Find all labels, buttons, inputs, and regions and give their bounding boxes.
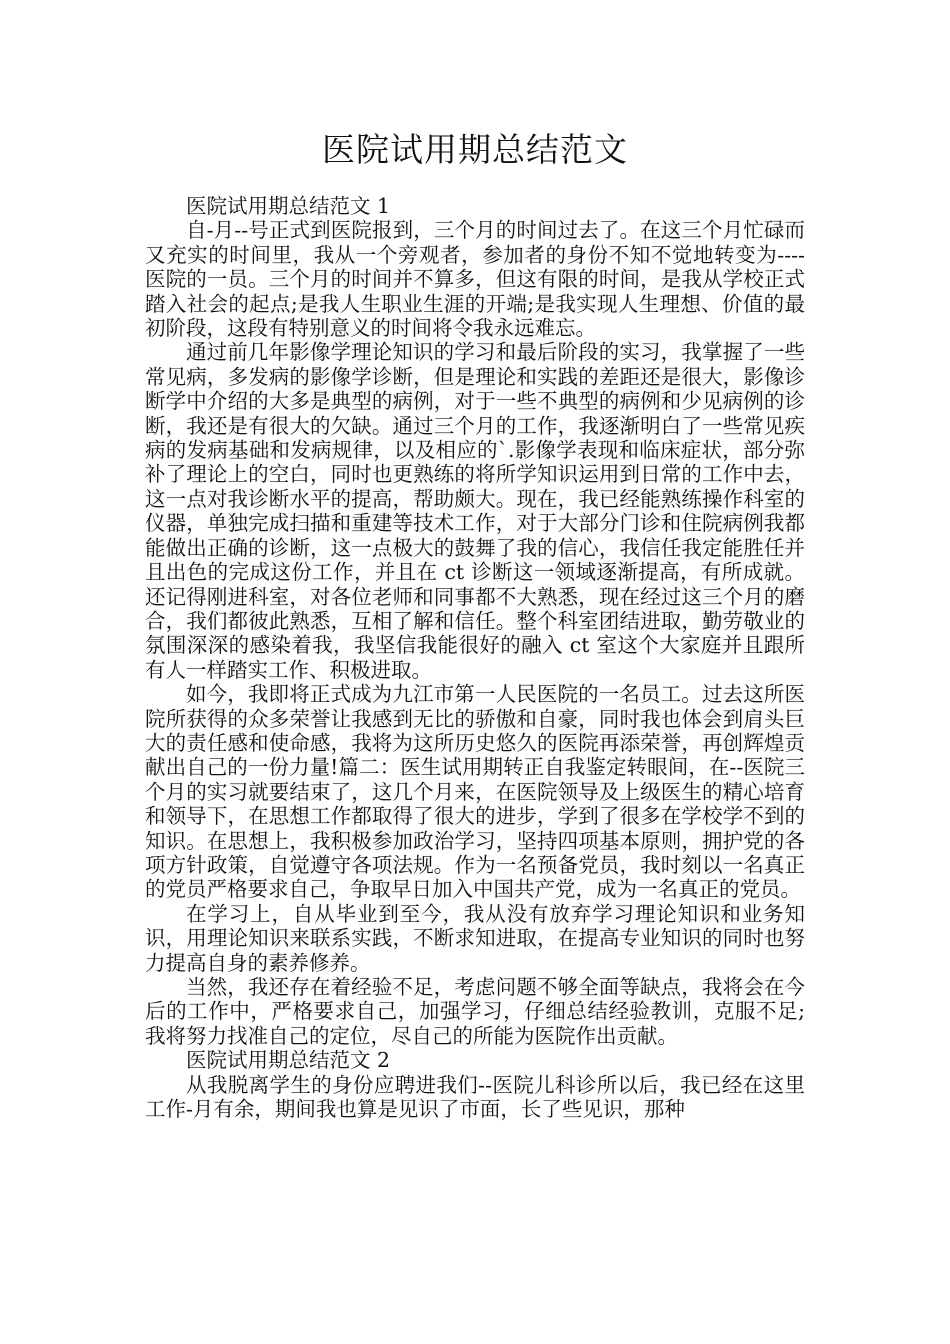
paragraph: 当然，我还存在着经验不足，考虑问题不够全面等缺点，我将会在今后的工作中，严格要求自己，加强学习，仔细总结经验教训，克服不足;我将努力找准自己的定位，尽自己的所能为医院作出贡献。: [145, 975, 805, 1048]
paragraph: 在学习上，自从毕业到至今，我从没有放弃学习理论知识和业务知识，用理论知识来联系实践，不断求知进取，在提高专业知识的同时也努力提高自身的素养修养。: [145, 901, 805, 975]
section-1: [145, 194, 805, 1048]
paragraph: 如今，我即将正式成为九江市第一人民医院的一名员工。过去这所医院所获得的众多荣誉让我感到无比的骄傲和自豪，同时我也体会到肩头巨大的责任感和使命感，我将为这所历史悠久的医院再添荣誉，再创辉煌贡献出自己的一份力量!篇二：医生试用期转正自我鉴定转眼间，在--医院三个月的实习就要结束了，这几个月来，在医院领导及上级医生的精心培育和领导下，在思想工作都取得了很大的进步，学到了很多在学校学不到的知识。在思想上，我积极参加政治学习，坚持四项基本原则，拥护党的各项方针政策，自觉遵守各项法规。作为一名预备党员，我时刻以一名真正的党员严格要求自己，争取早日加入中国共产党，成为一名真正的党员。: [145, 682, 805, 902]
section-2: [145, 1048, 805, 1121]
section-heading: 医院试用期总结范文 2: [186, 1048, 391, 1073]
paragraph: 通过前几年影像学理论知识的学习和最后阶段的实习，我掌握了一些常见病，多发病的影像学诊断，但是理论和实践的差距还是很大，影像诊断学中介绍的大多是典型的病例，对于一些不典型的病例和少见病例的诊断，我还是有很大的欠缺。通过三个月的工作，我逐渐明白了一些常见疾病的发病基础和发病规律，以及相应的`.影像学表现和临床症状，部分弥补了理论上的空白，同时也更熟练的将所学知识运用到日常的工作中去，这一点对我诊断水平的提高，帮助颇大。现在，我已经能熟练操作科室的仪器，单独完成扫描和重建等技术工作，对于大部分门诊和住院病例我都能做出正确的诊断，这一点极大的鼓舞了我的信心，我信任我定能胜任并且出色的完成这份工作，并且在 ct 诊断这一领域逐渐提高，有所成就。还记得刚进科室，对各位老师和同事都不大熟悉，现在经过这三个月的磨合，我们都彼此熟悉，互相了解和信任。整个科室团结进取，勤劳敬业的氛围深深的感染着我，我坚信我能很好的融入 ct 室这个大家庭并且跟所有人一样踏实工作、积极进取。: [145, 340, 805, 682]
document-title: 医院试用期总结范文: [322, 130, 628, 169]
paragraph: 自-月--号正式到医院报到，三个月的时间过去了。在这三个月忙碌而又充实的时间里，我从一个旁观者，参加者的身份不知不觉地转变为----医院的一员。三个月的时间并不算多，但这有限的时间，是我从学校正式踏入社会的起点;是我人生职业生涯的开端;是我实现人生理想、价值的最初阶段，这段有特别意义的时间将令我永远难忘。: [145, 218, 805, 341]
document-page: [145, 128, 805, 1121]
paragraph: 从我脱离学生的身份应聘进我们--医院儿科诊所以后，我已经在这里工作-月有余，期间我也算是见识了市面，长了些见识，那种: [145, 1072, 805, 1122]
section-heading: 医院试用期总结范文 1: [186, 194, 391, 218]
